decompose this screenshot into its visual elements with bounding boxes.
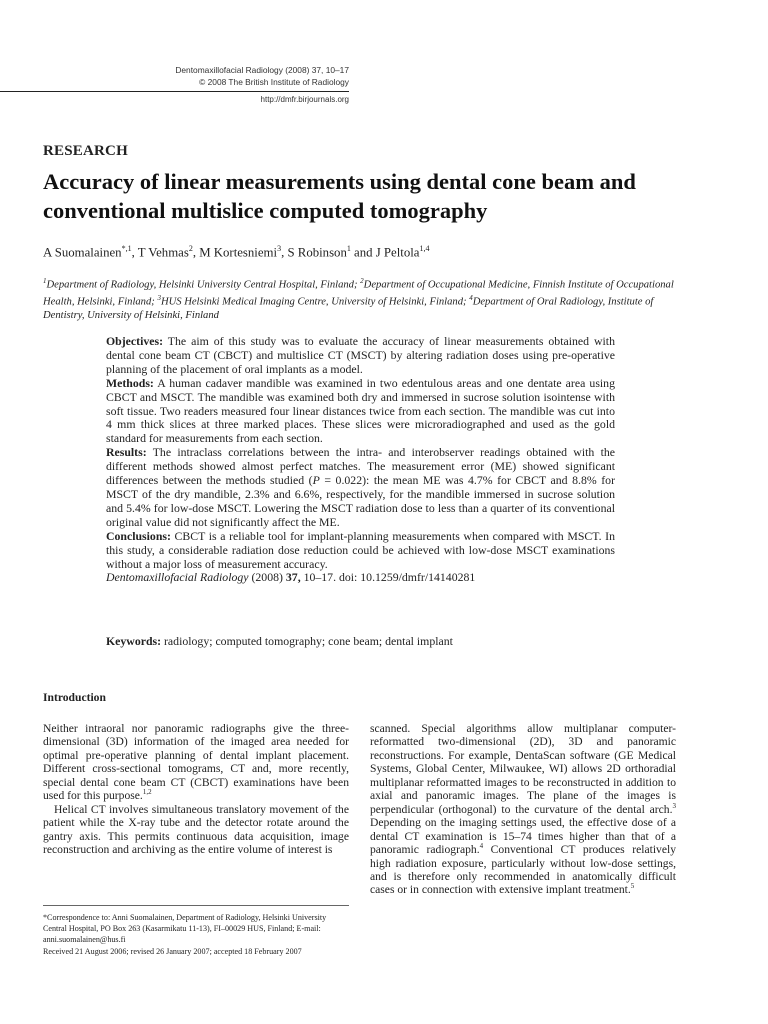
affiliation-text: HUS Helsinki Medical Imaging Centre, University of Helsinki, Finland; bbox=[160, 296, 470, 308]
conclusions-label: Conclusions: bbox=[106, 528, 171, 543]
affiliation-number: 3 bbox=[157, 294, 161, 303]
affiliation-number: 4 bbox=[469, 294, 473, 303]
body-column-left bbox=[43, 722, 349, 857]
author-list bbox=[43, 244, 429, 260]
col2-text-b: Depending on the imaging settings used, the effective dose of a dental CT examination is 15–74 times higher than that of a panoramic radiograph. bbox=[370, 816, 676, 857]
affiliations bbox=[43, 275, 683, 323]
abstract-results bbox=[106, 446, 615, 529]
author-separator: , bbox=[192, 245, 200, 260]
author-affiliation-mark: 2 bbox=[188, 244, 193, 253]
reference-mark[interactable]: 1,2 bbox=[142, 788, 152, 797]
footnote bbox=[43, 912, 349, 957]
methods-label: Methods: bbox=[106, 375, 154, 390]
journal-header bbox=[175, 64, 349, 88]
journal-copyright: © 2008 The British Institute of Radiology bbox=[199, 77, 349, 87]
affiliation-number: 2 bbox=[360, 277, 364, 285]
header-rule bbox=[0, 91, 349, 92]
keywords bbox=[106, 634, 453, 649]
citation-journal: Dentomaxillofacial Radiology bbox=[106, 570, 249, 585]
citation-doi: 10–17. doi: 10.1259/dmfr/14140281 bbox=[300, 570, 476, 585]
paper-title: Accuracy of linear measurements using dental cone beam and conventional multislice computed tomography bbox=[43, 169, 636, 223]
author-affiliation-mark: 1 bbox=[346, 244, 351, 253]
citation-year: (2008) bbox=[248, 570, 286, 585]
section-label: RESEARCH bbox=[43, 143, 128, 159]
intro-paragraph bbox=[43, 722, 349, 803]
received-dates: Received 21 August 2006; revised 26 January 2007; accepted 18 February 2007 bbox=[43, 946, 302, 956]
author-affiliation-mark: 1,4 bbox=[419, 244, 430, 253]
author-separator: , bbox=[281, 245, 288, 260]
author-name: S Robinson bbox=[287, 245, 347, 260]
intro-paragraph-1: Neither intraoral nor panoramic radiographs give the three-dimensional (3D) information of the imaged area needed for optimal pre-operative planning of dental implant placement. Different cross-sectional tomograms, CT and, more recently, special dental cone beam CT (CBCT) examinations have been used for this purpose. bbox=[43, 722, 349, 803]
author-separator: and bbox=[350, 245, 376, 260]
col2-text-a: scanned. Special algorithms allow multiplanar computer-reformatted two-dimensional (2D), 3D and panoramic reconstructions. For example, DentaScan software (GE Medical Systems, Global Center, Milwaukee, WI) allows 2D orthoradial multiplanar reformatted images to be reconstructed in addition to axial and panoramic images. The plane of the images is perpendicular (orthogonal) to the curvature of the dental arch. bbox=[370, 722, 676, 816]
correspondence-note: *Correspondence to: Anni Suomalainen, Department of Radiology, Helsinki University Central Hospital, PO Box 263 (Kasarmikatu 11-13), FI–00029 HUS, Finland; E-mail: anni.suomalainen@hus.fi bbox=[43, 913, 327, 945]
abstract-methods bbox=[106, 377, 615, 447]
author-name: J Peltola bbox=[375, 245, 420, 260]
journal-url[interactable]: http://dmfr.birjournals.org bbox=[260, 95, 349, 104]
keywords-label: Keywords: bbox=[106, 634, 162, 648]
keywords-text: radiology; computed tomography; cone beam; dental implant bbox=[164, 634, 453, 648]
abstract bbox=[106, 335, 615, 585]
journal-citation: Dentomaxillofacial Radiology (2008) 37, 10–17 bbox=[175, 65, 349, 75]
abstract-objectives bbox=[106, 335, 615, 377]
author-name: A Suomalainen bbox=[43, 245, 122, 260]
col2-text-c: Conventional CT produces relatively high radiation exposure, particularly without low-dose settings, and is therefore only recommended in anatomically difficult cases or in connection with extensive implant treatment. bbox=[370, 843, 677, 897]
affiliation-text: Department of Oral Radiology, Institute of Dentistry, University of Helsinki, Finland bbox=[43, 296, 654, 322]
results-label: Results: bbox=[106, 445, 147, 460]
author-separator: , bbox=[131, 245, 138, 260]
author-affiliation-mark: *,1 bbox=[121, 244, 132, 253]
author-name: T Vehmas bbox=[137, 245, 189, 260]
abstract-citation bbox=[106, 571, 615, 585]
author-affiliation-mark: 3 bbox=[277, 244, 282, 253]
author-name: M Kortesniemi bbox=[199, 245, 278, 260]
results-text: The intraclass correlations between the intra- and interobserver readings obtained with the different methods showed almost perfect matches. The measurement error (ME) showed significant differences between the methods studied ( bbox=[106, 445, 615, 488]
reference-mark[interactable]: 5 bbox=[630, 882, 635, 891]
abstract-conclusions bbox=[106, 530, 615, 572]
conclusions-text: CBCT is a reliable tool for implant-planning measurements when compared with MSCT. In this study, a considerable radiation dose reduction could be achieved with low-dose MSCT examinations without a major loss of measurement accuracy. bbox=[106, 528, 615, 571]
objectives-label: Objectives: bbox=[106, 334, 163, 348]
citation-volume: 37, bbox=[285, 570, 301, 585]
results-p-symbol: P bbox=[312, 473, 320, 488]
affiliation-number: 1 bbox=[43, 277, 47, 285]
objectives-text: The aim of this study was to evaluate the accuracy of linear measurements obtained with dental cone beam CT (CBCT) and multislice CT (MSCT) by altering radiation doses using pre-operative planning of the placement of oral implants as a model. bbox=[106, 334, 615, 376]
footnote-rule bbox=[43, 905, 349, 906]
body-column-right bbox=[370, 722, 676, 897]
intro-paragraph-2: Helical CT involves simultaneous translatory movement of the patient while the X-ray tube and the detector rotate around the gantry axis. This permits continuous data acquisition, image reconstruction and archiving as the entire volume of interest is bbox=[43, 802, 349, 857]
reference-mark[interactable]: 3 bbox=[672, 801, 676, 810]
introduction-heading: Introduction bbox=[43, 691, 106, 704]
reference-mark[interactable]: 4 bbox=[479, 842, 484, 851]
affiliation-text: Department of Occupational Medicine, Finnish Institute of Occupational Health, Helsinki, Finland; bbox=[43, 279, 674, 308]
affiliation-text: Department of Radiology, Helsinki University Central Hospital, Finland; bbox=[46, 279, 361, 291]
results-text-cont: = 0.022): the mean ME was 4.7% for CBCT and 8.8% for MSCT of the dry mandible, 2.3% and 6.6%, respectively, for the mandible immersed in sucrose solution and 5.4% for low-dose MSCT. Lowering the MSCT radiation dose to less than a quarter of its conventional original value did not significantly affect the ME. bbox=[106, 473, 615, 529]
methods-text: A human cadaver mandible was examined in two edentulous areas and one dentate area using CBCT and MSCT. The mandible was examined both dry and immersed in sucrose solution isointense with soft tissue. Two readers measured four linear distances twice from each section. The mandible was cut into 4 mm thick slices at three marked places. These slices were microradiographed and used as the gold standard for measurements from each section. bbox=[106, 375, 615, 446]
intro-paragraph-continued bbox=[370, 722, 676, 897]
